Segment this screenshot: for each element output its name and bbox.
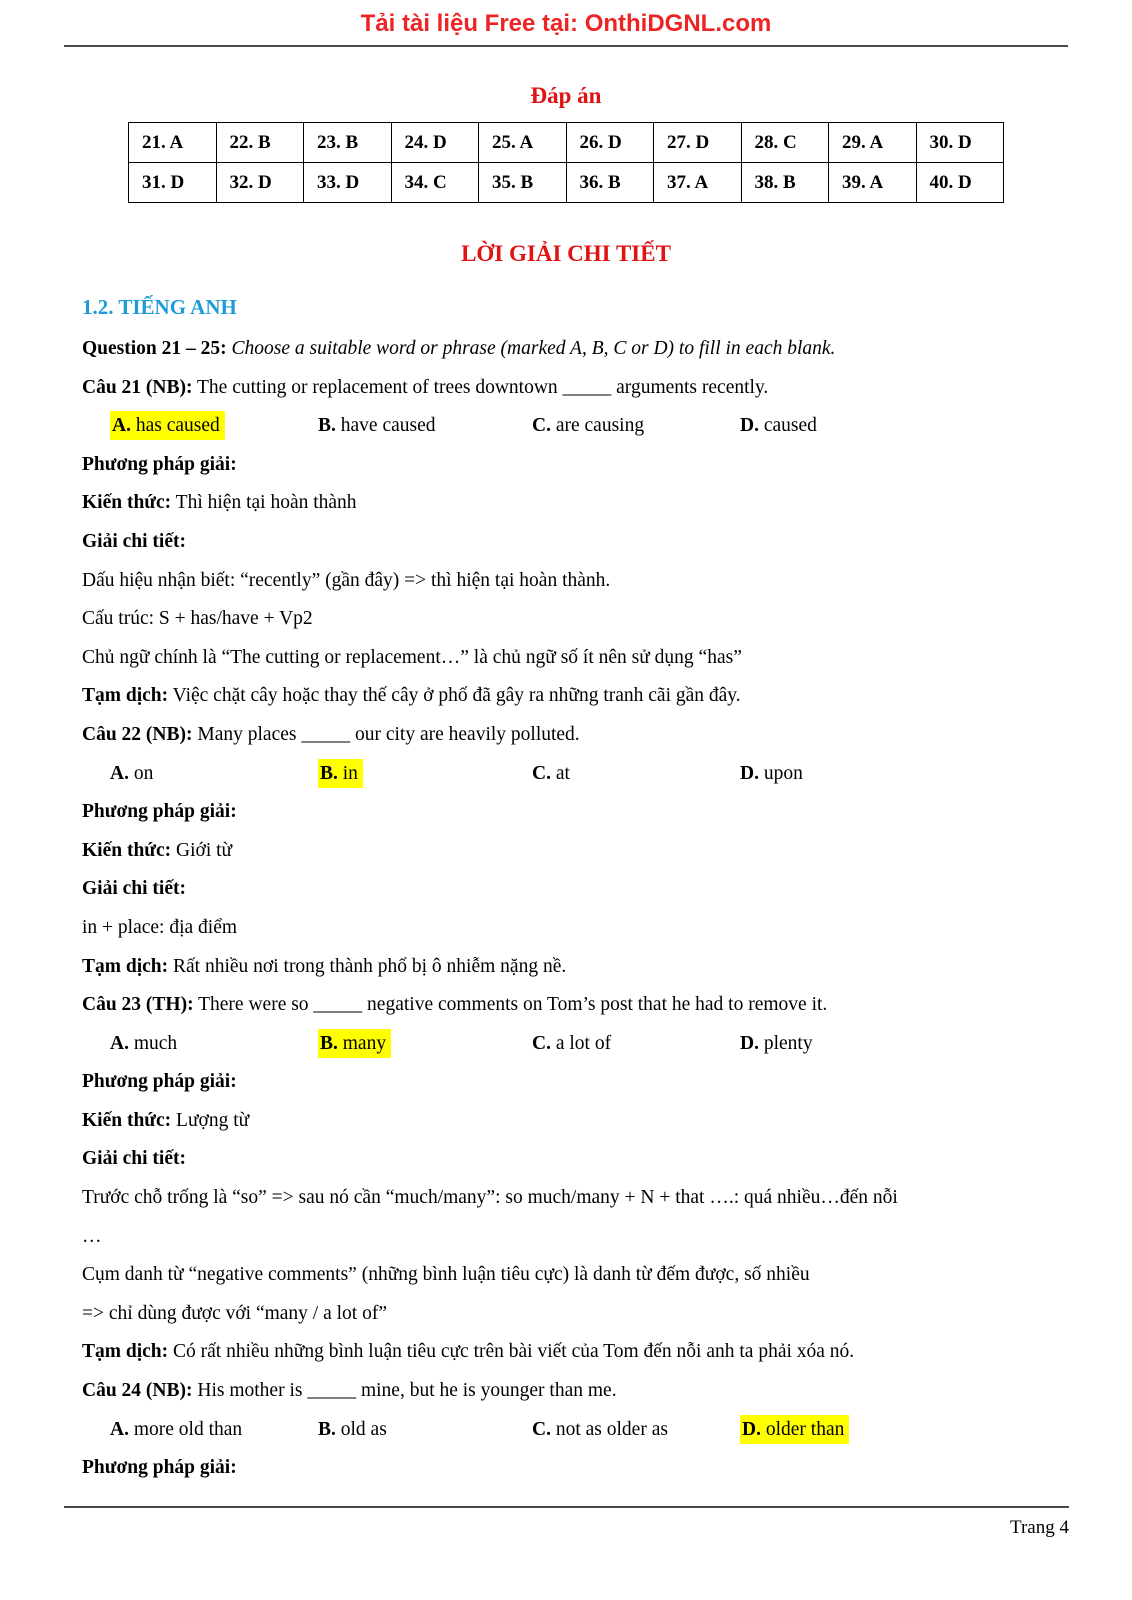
highlighted-answer bbox=[740, 1415, 849, 1444]
solution-line bbox=[82, 1218, 1092, 1257]
answer-cell: 25. A bbox=[479, 123, 567, 163]
solution-line bbox=[82, 1295, 1092, 1334]
solution-line-bold: Tạm dịch: bbox=[82, 955, 169, 977]
answer-cell: 23. B bbox=[304, 123, 392, 163]
question-block-23 bbox=[82, 986, 1092, 1372]
solution-line bbox=[82, 870, 1092, 909]
question-line bbox=[82, 716, 1092, 755]
option-d bbox=[740, 1411, 1092, 1450]
solution-line bbox=[82, 832, 1092, 871]
solution-line-text: Cấu trúc: S + has/have + Vp2 bbox=[82, 608, 313, 630]
option-text: in bbox=[337, 762, 358, 784]
answer-cell: 40. D bbox=[916, 163, 1004, 203]
option-letter: C. bbox=[532, 1418, 551, 1440]
promo-banner-link[interactable]: Tải tài liệu Free tại: OnthiDGNL.com bbox=[360, 10, 772, 37]
solution-line bbox=[82, 1140, 1092, 1179]
solution-line-bold: Phương pháp giải: bbox=[82, 801, 237, 823]
question-text: His mother is _____ mine, but he is younger than me. bbox=[192, 1380, 617, 1402]
answer-cell: 35. B bbox=[479, 163, 567, 203]
option-letter: D. bbox=[742, 1418, 761, 1440]
solution-line bbox=[82, 1256, 1092, 1295]
answer-cell: 37. A bbox=[654, 163, 742, 203]
answer-cell: 29. A bbox=[829, 123, 917, 163]
option-b bbox=[318, 407, 532, 446]
answer-cell: 31. D bbox=[129, 163, 217, 203]
option-letter: A. bbox=[110, 1418, 129, 1440]
question-label: Câu 24 (NB): bbox=[82, 1380, 193, 1402]
option-c bbox=[532, 1025, 740, 1064]
solution-line-bold: Phương pháp giải: bbox=[82, 1071, 237, 1093]
answer-cell: 32. D bbox=[216, 163, 304, 203]
option-letter: A. bbox=[112, 415, 131, 437]
answer-cell: 38. B bbox=[741, 163, 829, 203]
answer-cell: 39. A bbox=[829, 163, 917, 203]
solution-line bbox=[82, 1333, 1092, 1372]
answer-cell: 22. B bbox=[216, 123, 304, 163]
solution-line-bold: Kiến thức: bbox=[82, 839, 172, 861]
option-letter: C. bbox=[532, 415, 551, 437]
answer-row bbox=[129, 163, 1004, 203]
solution-line-text: => chỉ dùng được với “many / a lot of” bbox=[82, 1302, 387, 1324]
highlighted-answer bbox=[110, 411, 225, 440]
option-letter: B. bbox=[318, 415, 336, 437]
option-c bbox=[532, 755, 740, 794]
question-block-22 bbox=[82, 716, 1092, 986]
option-text: a lot of bbox=[550, 1032, 612, 1054]
options-row bbox=[82, 407, 1092, 446]
solutions-title: LỜI GIẢI CHI TIẾT bbox=[461, 241, 671, 266]
solution-line-text: Trước chỗ trống là “so” => sau nó cần “much/many”: so much/many + N + that ….: quá nhiều…đến nỗi bbox=[82, 1187, 898, 1209]
instruction-line bbox=[82, 330, 1092, 369]
option-text: many bbox=[337, 1032, 387, 1054]
option-letter: B. bbox=[320, 1032, 338, 1054]
question-label: Câu 21 (NB): bbox=[82, 376, 193, 398]
solution-line bbox=[82, 677, 1092, 716]
solution-line-text: Giới từ bbox=[171, 839, 233, 861]
option-text: caused bbox=[758, 415, 817, 437]
option-text: at bbox=[550, 762, 570, 784]
solution-line-text: Chủ ngữ chính là “The cutting or replacement…” là chủ ngữ số ít nên sử dụng “has” bbox=[82, 646, 742, 668]
solution-line bbox=[82, 948, 1092, 987]
solution-line bbox=[82, 1102, 1092, 1141]
option-d bbox=[740, 755, 1092, 794]
options-row bbox=[82, 755, 1092, 794]
solution-line bbox=[82, 793, 1092, 832]
option-text: on bbox=[128, 762, 154, 784]
solution-line-bold: Tạm dịch: bbox=[82, 685, 169, 707]
answer-cell: 34. C bbox=[391, 163, 479, 203]
solution-line-bold: Giải chi tiết: bbox=[82, 1148, 186, 1170]
question-text: Many places _____ our city are heavily polluted. bbox=[192, 723, 580, 745]
option-letter: D. bbox=[740, 762, 759, 784]
option-b bbox=[318, 1025, 532, 1064]
solution-line-text: … bbox=[82, 1225, 102, 1247]
option-d bbox=[740, 1025, 1092, 1064]
header-divider bbox=[64, 45, 1068, 47]
option-c bbox=[532, 407, 740, 446]
answer-key-table bbox=[128, 122, 1004, 203]
option-letter: A. bbox=[110, 1032, 129, 1054]
answer-cell: 36. B bbox=[566, 163, 654, 203]
solution-line-bold: Phương pháp giải: bbox=[82, 1457, 237, 1479]
solution-line-text: Cụm danh từ “negative comments” (những bình luận tiêu cực) là danh từ đếm được, số nhiều bbox=[82, 1264, 810, 1286]
option-letter: A. bbox=[110, 762, 129, 784]
highlighted-answer bbox=[318, 759, 363, 788]
solution-line-bold: Phương pháp giải: bbox=[82, 453, 237, 475]
option-letter: B. bbox=[318, 1418, 336, 1440]
option-text: plenty bbox=[758, 1032, 813, 1054]
answer-row bbox=[129, 123, 1004, 163]
option-text: more old than bbox=[128, 1418, 243, 1440]
solution-line bbox=[82, 562, 1092, 601]
option-b bbox=[318, 1411, 532, 1450]
solution-line bbox=[82, 1063, 1092, 1102]
solution-line bbox=[82, 523, 1092, 562]
option-a bbox=[110, 1411, 318, 1450]
option-letter: D. bbox=[740, 1032, 759, 1054]
answer-cell: 28. C bbox=[741, 123, 829, 163]
question-label: Câu 22 (NB): bbox=[82, 723, 193, 745]
solution-line bbox=[82, 1449, 1092, 1488]
solution-line bbox=[82, 1179, 1092, 1218]
solution-line-text: Dấu hiệu nhận biết: “recently” (gần đây) => thì hiện tại hoàn thành. bbox=[82, 569, 611, 591]
question-block-24 bbox=[82, 1372, 1092, 1488]
instruction-text: Choose a suitable word or phrase (marked A, B, C or D) to fill in each blank. bbox=[226, 338, 836, 359]
option-a bbox=[110, 407, 318, 446]
answer-cell: 27. D bbox=[654, 123, 742, 163]
instruction-label: Question 21 – 25: bbox=[82, 338, 227, 359]
options-row bbox=[82, 1025, 1092, 1064]
question-line bbox=[82, 369, 1092, 408]
solution-line bbox=[82, 909, 1092, 948]
options-row bbox=[82, 1411, 1092, 1450]
option-text: older than bbox=[760, 1418, 845, 1440]
page-footer bbox=[64, 1506, 1069, 1539]
solution-line-text: Việc chặt cây hoặc thay thế cây ở phố đã gây ra những tranh cãi gần đây. bbox=[168, 685, 741, 707]
answer-cell: 33. D bbox=[304, 163, 392, 203]
solution-line-text: in + place: địa điểm bbox=[82, 916, 238, 938]
page-number: Trang 4 bbox=[1010, 1517, 1069, 1538]
option-letter: C. bbox=[532, 762, 551, 784]
answer-cell: 26. D bbox=[566, 123, 654, 163]
question-line bbox=[82, 1372, 1092, 1411]
question-line bbox=[82, 986, 1092, 1025]
answer-cell: 21. A bbox=[129, 123, 217, 163]
option-letter: D. bbox=[740, 415, 759, 437]
solutions-content bbox=[82, 330, 1092, 1488]
solution-line-text: Có rất nhiều những bình luận tiêu cực trên bài viết của Tom đến nỗi anh ta phải xóa nó. bbox=[168, 1341, 855, 1363]
question-label: Câu 23 (TH): bbox=[82, 994, 194, 1016]
solution-line bbox=[82, 639, 1092, 678]
option-text: not as older as bbox=[550, 1418, 668, 1440]
question-text: The cutting or replacement of trees downtown _____ arguments recently. bbox=[192, 376, 769, 398]
answer-key-title: Đáp án bbox=[530, 83, 602, 108]
solution-line-text: Rất nhiều nơi trong thành phố bị ô nhiễm nặng nề. bbox=[168, 955, 567, 977]
solution-line-bold: Tạm dịch: bbox=[82, 1341, 169, 1363]
solution-line-bold: Kiến thức: bbox=[82, 1109, 172, 1131]
option-text: have caused bbox=[335, 415, 436, 437]
answer-cell: 24. D bbox=[391, 123, 479, 163]
option-text: upon bbox=[758, 762, 803, 784]
option-c bbox=[532, 1411, 740, 1450]
solution-line-bold: Kiến thức: bbox=[82, 492, 172, 514]
question-text: There were so _____ negative comments on Tom’s post that he had to remove it. bbox=[193, 994, 828, 1016]
option-text: has caused bbox=[130, 415, 220, 437]
solution-line bbox=[82, 446, 1092, 485]
option-text: much bbox=[128, 1032, 178, 1054]
option-d bbox=[740, 407, 1092, 446]
option-a bbox=[110, 1025, 318, 1064]
solution-line-text: Lượng từ bbox=[171, 1109, 250, 1131]
solution-line-bold: Giải chi tiết: bbox=[82, 530, 186, 552]
option-text: are causing bbox=[550, 415, 645, 437]
solution-line-text: Thì hiện tại hoàn thành bbox=[171, 492, 357, 514]
answer-cell: 30. D bbox=[916, 123, 1004, 163]
section-heading-tieng-anh: 1.2. TIẾNG ANH bbox=[82, 295, 237, 319]
option-a bbox=[110, 755, 318, 794]
question-block-21 bbox=[82, 369, 1092, 716]
option-letter: C. bbox=[532, 1032, 551, 1054]
option-text: old as bbox=[335, 1418, 387, 1440]
option-letter: B. bbox=[320, 762, 338, 784]
highlighted-answer bbox=[318, 1029, 391, 1058]
solution-line bbox=[82, 600, 1092, 639]
solution-line-bold: Giải chi tiết: bbox=[82, 878, 186, 900]
option-b bbox=[318, 755, 532, 794]
solution-line bbox=[82, 484, 1092, 523]
